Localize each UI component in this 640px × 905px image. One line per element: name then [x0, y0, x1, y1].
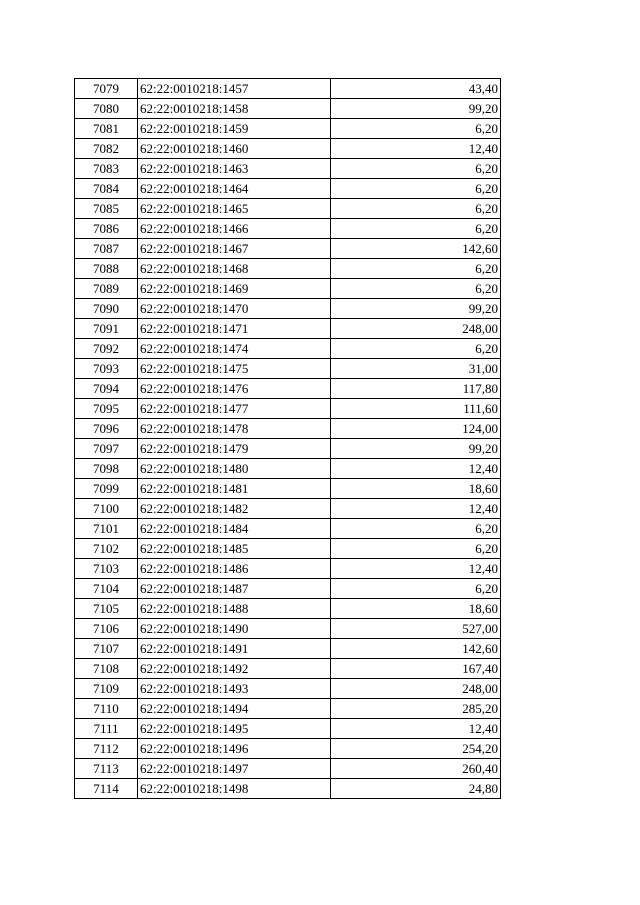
table-row — [75, 219, 501, 239]
row-number-cell: 7112 — [75, 739, 138, 759]
value-cell: 6,20 — [331, 179, 501, 199]
row-number-cell: 7086 — [75, 219, 138, 239]
cadastral-number-cell: 62:22:0010218:1496 — [138, 739, 331, 759]
row-number-cell: 7083 — [75, 159, 138, 179]
value-cell: 6,20 — [331, 339, 501, 359]
cadastral-number-cell: 62:22:0010218:1491 — [138, 639, 331, 659]
value-cell: 12,40 — [331, 499, 501, 519]
table-row — [75, 559, 501, 579]
table-row — [75, 779, 501, 799]
cadastral-number-cell: 62:22:0010218:1481 — [138, 479, 331, 499]
cadastral-number-cell: 62:22:0010218:1460 — [138, 139, 331, 159]
cadastral-number-cell: 62:22:0010218:1458 — [138, 99, 331, 119]
cadastral-number-cell: 62:22:0010218:1469 — [138, 279, 331, 299]
table-row — [75, 659, 501, 679]
row-number-cell: 7088 — [75, 259, 138, 279]
cadastral-number-cell: 62:22:0010218:1493 — [138, 679, 331, 699]
cadastral-number-cell: 62:22:0010218:1463 — [138, 159, 331, 179]
table-row — [75, 479, 501, 499]
cadastral-number-cell: 62:22:0010218:1486 — [138, 559, 331, 579]
row-number-cell: 7090 — [75, 299, 138, 319]
row-number-cell: 7080 — [75, 99, 138, 119]
value-cell: 6,20 — [331, 119, 501, 139]
value-cell: 117,80 — [331, 379, 501, 399]
value-cell: 18,60 — [331, 479, 501, 499]
row-number-cell: 7094 — [75, 379, 138, 399]
value-cell: 111,60 — [331, 399, 501, 419]
row-number-cell: 7107 — [75, 639, 138, 659]
cadastral-number-cell: 62:22:0010218:1465 — [138, 199, 331, 219]
table-row — [75, 539, 501, 559]
row-number-cell: 7100 — [75, 499, 138, 519]
table-row — [75, 639, 501, 659]
row-number-cell: 7093 — [75, 359, 138, 379]
table-row — [75, 419, 501, 439]
row-number-cell: 7101 — [75, 519, 138, 539]
table-row — [75, 739, 501, 759]
value-cell: 12,40 — [331, 559, 501, 579]
cadastral-number-cell: 62:22:0010218:1485 — [138, 539, 331, 559]
row-number-cell: 7106 — [75, 619, 138, 639]
row-number-cell: 7085 — [75, 199, 138, 219]
cadastral-number-cell: 62:22:0010218:1471 — [138, 319, 331, 339]
table-row — [75, 439, 501, 459]
value-cell: 527,00 — [331, 619, 501, 639]
table-row — [75, 499, 501, 519]
value-cell: 142,60 — [331, 239, 501, 259]
cadastral-number-cell: 62:22:0010218:1476 — [138, 379, 331, 399]
cadastral-number-cell: 62:22:0010218:1474 — [138, 339, 331, 359]
row-number-cell: 7096 — [75, 419, 138, 439]
table-row — [75, 339, 501, 359]
value-cell: 248,00 — [331, 319, 501, 339]
value-cell: 248,00 — [331, 679, 501, 699]
value-cell: 142,60 — [331, 639, 501, 659]
value-cell: 6,20 — [331, 519, 501, 539]
value-cell: 254,20 — [331, 739, 501, 759]
table-row — [75, 239, 501, 259]
value-cell: 6,20 — [331, 279, 501, 299]
value-cell: 285,20 — [331, 699, 501, 719]
row-number-cell: 7102 — [75, 539, 138, 559]
row-number-cell: 7108 — [75, 659, 138, 679]
value-cell: 43,40 — [331, 79, 501, 99]
parcel-table — [74, 78, 501, 799]
value-cell: 31,00 — [331, 359, 501, 379]
cadastral-number-cell: 62:22:0010218:1467 — [138, 239, 331, 259]
row-number-cell: 7092 — [75, 339, 138, 359]
cadastral-number-cell: 62:22:0010218:1466 — [138, 219, 331, 239]
cadastral-number-cell: 62:22:0010218:1487 — [138, 579, 331, 599]
value-cell: 124,00 — [331, 419, 501, 439]
cadastral-number-cell: 62:22:0010218:1498 — [138, 779, 331, 799]
value-cell: 6,20 — [331, 539, 501, 559]
cadastral-number-cell: 62:22:0010218:1478 — [138, 419, 331, 439]
table-row — [75, 299, 501, 319]
table-row — [75, 99, 501, 119]
cadastral-number-cell: 62:22:0010218:1484 — [138, 519, 331, 539]
row-number-cell: 7087 — [75, 239, 138, 259]
value-cell: 12,40 — [331, 459, 501, 479]
row-number-cell: 7103 — [75, 559, 138, 579]
row-number-cell: 7091 — [75, 319, 138, 339]
row-number-cell: 7097 — [75, 439, 138, 459]
value-cell: 260,40 — [331, 759, 501, 779]
table-row — [75, 579, 501, 599]
cadastral-number-cell: 62:22:0010218:1495 — [138, 719, 331, 739]
value-cell: 12,40 — [331, 139, 501, 159]
table-row — [75, 459, 501, 479]
value-cell: 6,20 — [331, 259, 501, 279]
row-number-cell: 7082 — [75, 139, 138, 159]
row-number-cell: 7099 — [75, 479, 138, 499]
row-number-cell: 7105 — [75, 599, 138, 619]
cadastral-number-cell: 62:22:0010218:1477 — [138, 399, 331, 419]
value-cell: 99,20 — [331, 439, 501, 459]
value-cell: 167,40 — [331, 659, 501, 679]
value-cell: 6,20 — [331, 159, 501, 179]
row-number-cell: 7095 — [75, 399, 138, 419]
table-row — [75, 759, 501, 779]
table-row — [75, 379, 501, 399]
value-cell: 99,20 — [331, 299, 501, 319]
row-number-cell: 7084 — [75, 179, 138, 199]
value-cell: 6,20 — [331, 199, 501, 219]
cadastral-number-cell: 62:22:0010218:1459 — [138, 119, 331, 139]
parcel-table-body — [75, 79, 501, 799]
cadastral-number-cell: 62:22:0010218:1470 — [138, 299, 331, 319]
table-row — [75, 79, 501, 99]
table-row — [75, 359, 501, 379]
table-row — [75, 679, 501, 699]
cadastral-number-cell: 62:22:0010218:1479 — [138, 439, 331, 459]
value-cell: 6,20 — [331, 219, 501, 239]
table-row — [75, 719, 501, 739]
table-row — [75, 399, 501, 419]
table-row — [75, 139, 501, 159]
table-row — [75, 519, 501, 539]
row-number-cell: 7104 — [75, 579, 138, 599]
row-number-cell: 7109 — [75, 679, 138, 699]
value-cell: 6,20 — [331, 579, 501, 599]
cadastral-number-cell: 62:22:0010218:1492 — [138, 659, 331, 679]
row-number-cell: 7079 — [75, 79, 138, 99]
value-cell: 24,80 — [331, 779, 501, 799]
cadastral-number-cell: 62:22:0010218:1480 — [138, 459, 331, 479]
cadastral-number-cell: 62:22:0010218:1464 — [138, 179, 331, 199]
cadastral-number-cell: 62:22:0010218:1475 — [138, 359, 331, 379]
table-row — [75, 699, 501, 719]
cadastral-number-cell: 62:22:0010218:1497 — [138, 759, 331, 779]
row-number-cell: 7089 — [75, 279, 138, 299]
table-row — [75, 599, 501, 619]
row-number-cell: 7081 — [75, 119, 138, 139]
value-cell: 12,40 — [331, 719, 501, 739]
table-row — [75, 319, 501, 339]
row-number-cell: 7098 — [75, 459, 138, 479]
table-row — [75, 619, 501, 639]
table-row — [75, 159, 501, 179]
row-number-cell: 7113 — [75, 759, 138, 779]
cadastral-number-cell: 62:22:0010218:1468 — [138, 259, 331, 279]
table-row — [75, 119, 501, 139]
table-row — [75, 259, 501, 279]
cadastral-number-cell: 62:22:0010218:1494 — [138, 699, 331, 719]
cadastral-number-cell: 62:22:0010218:1488 — [138, 599, 331, 619]
cadastral-number-cell: 62:22:0010218:1457 — [138, 79, 331, 99]
cadastral-number-cell: 62:22:0010218:1490 — [138, 619, 331, 639]
row-number-cell: 7111 — [75, 719, 138, 739]
row-number-cell: 7114 — [75, 779, 138, 799]
table-row — [75, 199, 501, 219]
row-number-cell: 7110 — [75, 699, 138, 719]
value-cell: 18,60 — [331, 599, 501, 619]
cadastral-number-cell: 62:22:0010218:1482 — [138, 499, 331, 519]
table-row — [75, 179, 501, 199]
value-cell: 99,20 — [331, 99, 501, 119]
table-row — [75, 279, 501, 299]
